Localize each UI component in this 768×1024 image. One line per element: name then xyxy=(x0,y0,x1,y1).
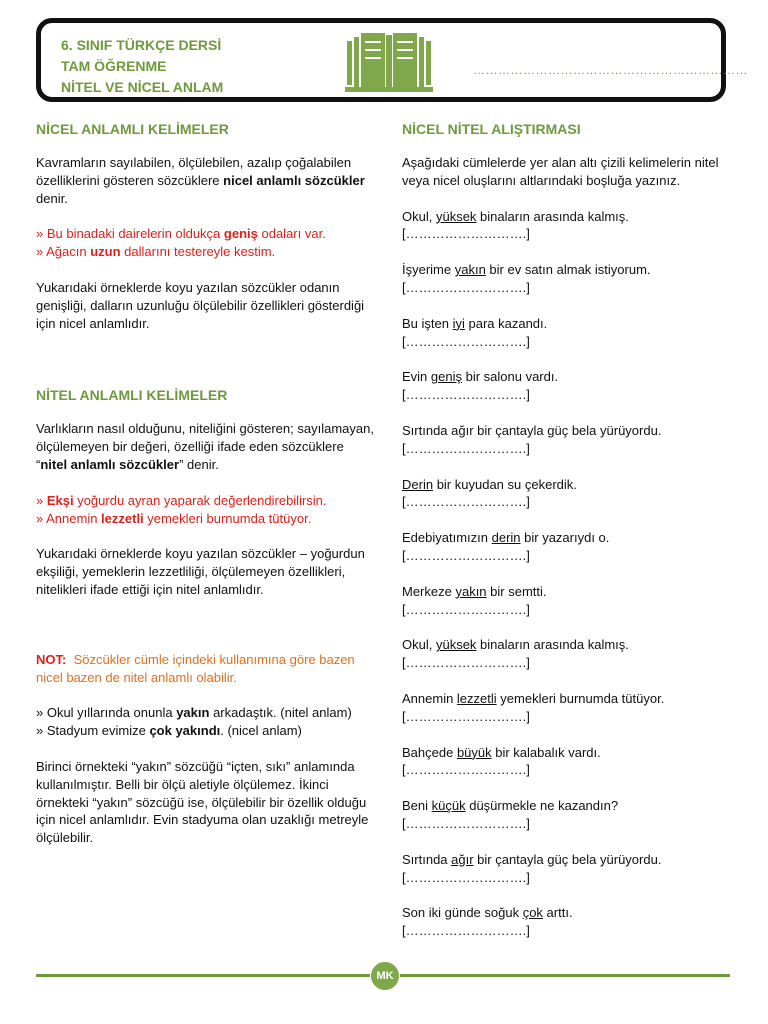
note-example-2: » Stadyum evimize çok yakındı. (nicel anlam) xyxy=(36,723,302,739)
exercise-sentence: Merkeze yakın bir semtti. xyxy=(402,583,547,599)
note-example-1: » Okul yıllarında onunla yakın arkadaştık. (nitel anlam) xyxy=(36,705,352,721)
answer-blank[interactable]: [……………………….] xyxy=(402,279,530,295)
answer-blank[interactable]: [……………………….] xyxy=(402,655,530,671)
answer-blank[interactable]: [……………………….] xyxy=(402,923,530,939)
answer-blank[interactable]: [……………………….] xyxy=(402,762,530,778)
answer-blank[interactable]: [……………………….] xyxy=(402,547,530,563)
answer-blank[interactable]: [……………………….] xyxy=(402,869,530,885)
underlined-word: çok xyxy=(522,905,543,921)
underlined-word: lezzetli xyxy=(456,690,497,706)
underlined-word: yüksek xyxy=(435,208,477,224)
nitel-example-1: » Ekşi yoğurdu ayran yaparak değerlendirebilirsin. xyxy=(36,492,327,508)
exercise-sentence: Edebiyatımızın derin bir yazarıydı o. xyxy=(402,530,610,546)
final-explanation: Birinci örnekteki “yakın” sözcüğü “içten, sıkı” anlamında kullanılmıştır. Belli bir ölçü aletiyle ölçülemez. İkinci örnekteki “yakın” sözcüğü ise, ölçülebilir bir özellik olduğu için nicel anlamlıdır. Evin stadyuma olan uzaklığı metreyle ölçülebilir. xyxy=(36,758,369,846)
underlined-word: derin xyxy=(491,530,521,546)
exercise-sentence: Sırtında ağır bir çantayla güç bela yürüyordu. xyxy=(402,422,662,438)
answer-blank[interactable]: [……………………….] xyxy=(402,601,530,617)
exercise-sentence: Annemin lezzetli yemekleri burnumda tütüyor. xyxy=(402,690,665,706)
nicel-definition: Kavramların sayılabilen, ölçülebilen, azalıp çoğalabilen özelliklerini gösteren sözcüklere nicel anlamlı sözcükler denir. xyxy=(36,155,365,206)
header-box xyxy=(36,18,748,102)
underlined-word: geniş xyxy=(430,369,462,385)
answer-blank[interactable]: [……………………….] xyxy=(402,494,530,510)
nitel-definition: Varlıkların nasıl olduğunu, niteliğini gösteren; sayılamayan, ölçülemeyen bir değeri, özelliği ifade eden sözcüklere “nitel anlamlı sözcükler” denir. xyxy=(36,421,374,472)
underlined-word: büyük xyxy=(456,744,492,760)
answer-blank[interactable]: [……………………….] xyxy=(402,440,530,456)
nicel-explanation: Yukarıdaki örneklerde koyu yazılan sözcükler odanın genişliği, dalların uzunluğu ölçülebilir özellikleri gösterdiği için nicel anlamlıdır. xyxy=(36,279,365,331)
nitel-section-title: NİTEL ANLAMLI KELİMELER xyxy=(36,387,228,404)
exercise-sentence: Beni küçük düşürmekle ne kazandın? xyxy=(402,798,619,814)
exercise-sentence: Derin bir kuyudan su çekerdik. xyxy=(402,476,577,492)
underlined-word: yüksek xyxy=(435,637,477,653)
note: NOT: Sözcükler cümle içindeki kullanımına göre bazen nicel bazen de nitel anlamlı olabilir. xyxy=(36,651,355,685)
exercise-instructions: Aşağıdaki cümlelerde yer alan altı çizili kelimelerin nitel veya nicel oluşlarını altlarındaki boşluğa yazınız. xyxy=(402,155,719,188)
nicel-example-1: » Bu binadaki dairelerin oldukça geniş odaları var. xyxy=(36,226,326,242)
nitel-explanation: Yukarıdaki örneklerde koyu yazılan sözcükler – yoğurdun ekşiliği, yemeklerin lezzetliliği, ölçülemeyen özellikleri, nitelikleri ifade ettiği için nitel anlamlıdır. xyxy=(36,546,365,597)
underlined-word: yakın xyxy=(455,583,487,599)
right-column xyxy=(402,118,732,940)
left-column xyxy=(36,118,376,847)
mk-logo: MK xyxy=(370,961,400,991)
underlined-word: ağır xyxy=(451,851,474,867)
answer-blank[interactable]: [……………………….] xyxy=(402,226,530,242)
underlined-word: küçük xyxy=(431,798,466,814)
underlined-word: iyi xyxy=(452,315,465,331)
underlined-word: yakın xyxy=(454,262,486,278)
book-icon xyxy=(341,27,437,99)
exercise-sentence: Okul, yüksek binaların arasında kalmış. xyxy=(402,637,629,653)
exercise-sentence: Evin geniş bir salonu vardı. xyxy=(402,369,559,385)
exercise-sentence: Bu işten iyi para kazandı. xyxy=(402,315,548,331)
nicel-example-2: » Ağacın uzun dallarını testereyle kestim. xyxy=(36,244,276,260)
course-title: 6. SINIF TÜRKÇE DERSİ xyxy=(61,37,222,53)
exercise-sentence: Okul, yüksek binaların arasında kalmış. xyxy=(402,208,629,224)
answer-blank[interactable]: [……………………….] xyxy=(402,387,530,403)
exercise-sentence: Bahçede büyük bir kalabalık vardı. xyxy=(402,744,601,760)
answer-blank[interactable]: [……………………….] xyxy=(402,333,530,349)
nicel-section-title: NİCEL ANLAMLI KELİMELER xyxy=(36,121,229,137)
topic-title: NİTEL VE NİCEL ANLAM xyxy=(61,79,224,95)
underlined-word: Derin xyxy=(402,476,434,492)
header-titles xyxy=(61,35,223,98)
name-blank: ………………………………………………………… xyxy=(473,63,748,77)
exercise-sentence: İşyerime yakın bir ev satın almak istiyorum. xyxy=(402,262,651,278)
exercise-sentence: Son iki günde soğuk çok arttı. xyxy=(402,905,573,921)
exercise-sentence: Sırtında ağır bir çantayla güç bela yürüyordu. xyxy=(402,851,662,867)
answer-blank[interactable]: [……………………….] xyxy=(402,815,530,831)
answer-blank[interactable]: [……………………….] xyxy=(402,708,530,724)
nitel-example-2: » Annemin lezzetli yemekleri burnumda tütüyor. xyxy=(36,510,312,526)
subtitle: TAM ÖĞRENME xyxy=(61,58,167,74)
exercise-title: NİCEL NİTEL ALIŞTIRMASI xyxy=(402,121,581,137)
